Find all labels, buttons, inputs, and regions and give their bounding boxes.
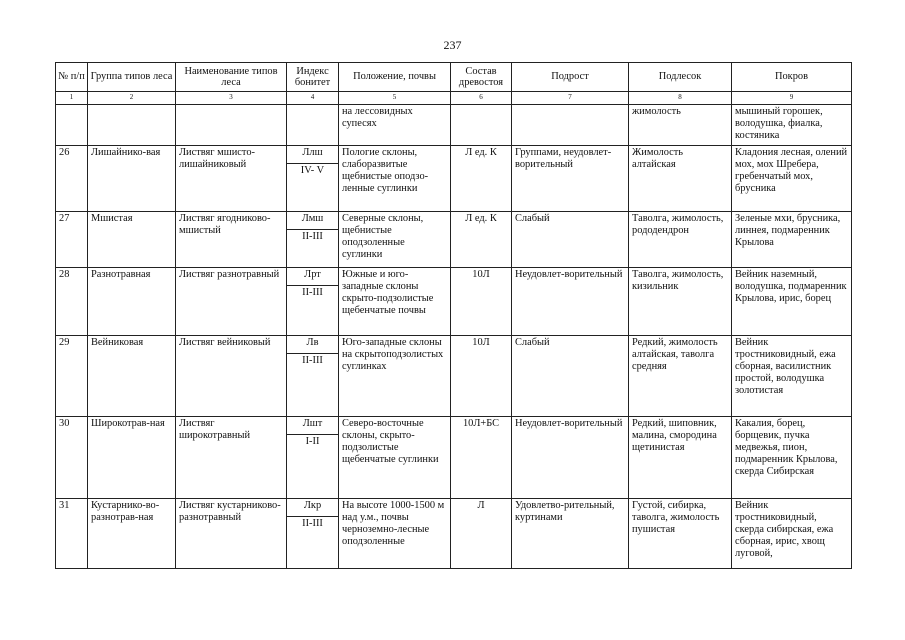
cell-group: Вейниковая xyxy=(88,335,176,416)
cell-bonitet: II-III xyxy=(287,353,339,416)
cell-group: Лишайнико-вая xyxy=(88,145,176,211)
col-number: 3 xyxy=(176,92,287,105)
cell-cover: Какалия, борец, борщевик, пучка медвежья, пион, подмаренник Крылова, скерда Сибирская xyxy=(732,416,852,498)
cell-name: Листвяг широкотравный xyxy=(176,416,287,498)
cell-num: 28 xyxy=(56,267,88,335)
cell-bonitet: I-II xyxy=(287,434,339,498)
table-row xyxy=(56,145,852,163)
col-number: 6 xyxy=(451,92,512,105)
cell-group: Мшистая xyxy=(88,211,176,267)
cell-regrowth: Неудовлет-ворительный xyxy=(512,416,629,498)
cell-num: 26 xyxy=(56,145,88,211)
cell-bonitet: IV- V xyxy=(287,163,339,211)
cell-soil: Северные склоны, щебнистые оподзоленные суглинки xyxy=(339,211,451,267)
header-name: Наименование типов леса xyxy=(176,63,287,92)
cell-undergrowth: Редкий, шиповник, малина, смородина щетинистая xyxy=(629,416,732,498)
header-regrowth: Подрост xyxy=(512,63,629,92)
col-number: 8 xyxy=(629,92,732,105)
cell-index: Лмш xyxy=(287,211,339,229)
cell-name: Листвяг ягодниково-мшистый xyxy=(176,211,287,267)
cell-composition: Л ед. К xyxy=(451,211,512,267)
col-number: 1 xyxy=(56,92,88,105)
cell-composition: Л ед. К xyxy=(451,145,512,211)
header-group: Группа типов леса xyxy=(88,63,176,92)
column-number-row xyxy=(56,92,852,105)
col-number: 2 xyxy=(88,92,176,105)
cell-num: 27 xyxy=(56,211,88,267)
cell-composition: 10Л xyxy=(451,267,512,335)
cell-name: Листвяг мшисто-лишайниковый xyxy=(176,145,287,211)
cell-num: 31 xyxy=(56,498,88,568)
cell-cover: Зеленые мхи, брусника, линнея, подмаренник Крылова xyxy=(732,211,852,267)
col-number: 9 xyxy=(732,92,852,105)
table-row xyxy=(56,211,852,229)
cell-soil: На высоте 1000-1500 м над у.м., почвы черноземно-лесные оподзоленные xyxy=(339,498,451,568)
cell-cover: Кладония лесная, олений мох, мох Шребера, гребенчатый мох, брусника xyxy=(732,145,852,211)
header-soil: Положение, почвы xyxy=(339,63,451,92)
cell-regrowth: Слабый xyxy=(512,211,629,267)
cell-cover: Вейник тростниковидный, ежа сборная, василистник простой, володушка золотистая xyxy=(732,335,852,416)
table-row xyxy=(56,498,852,516)
cell-name: Листвяг разнотравный xyxy=(176,267,287,335)
cell-index: Ллш xyxy=(287,145,339,163)
cell-undergrowth: Густой, сибирка, таволга, жимолость пушистая xyxy=(629,498,732,568)
cell-bonitet: II-III xyxy=(287,516,339,568)
cell-regrowth: Удовлетво-рительный, куртинами xyxy=(512,498,629,568)
cell-undergrowth: Жимолость алтайская xyxy=(629,145,732,211)
header-undergrowth: Подлесок xyxy=(629,63,732,92)
cell-name: Листвяг кустарниково-разнотравный xyxy=(176,498,287,568)
header-num: № п/п xyxy=(56,63,88,92)
cell-composition: 10Л xyxy=(451,335,512,416)
cell-regrowth: Слабый xyxy=(512,335,629,416)
cell-num: 29 xyxy=(56,335,88,416)
cell-cover: мышиный горошек, володушка, фиалка, костяника xyxy=(732,104,852,145)
cell-undergrowth: Таволга, жимолость, кизильник xyxy=(629,267,732,335)
cell-cover: Вейник наземный, володушка, подмаренник Крылова, ирис, борец xyxy=(732,267,852,335)
forest-types-table xyxy=(55,62,852,569)
cell-composition: 10Л+БС xyxy=(451,416,512,498)
cell-undergrowth: Таволга, жимолость, рододендрон xyxy=(629,211,732,267)
cell-index: Лв xyxy=(287,335,339,353)
cell-soil: Южные и юго-западные склоны скрыто-подзолистые щебенчатые почвы xyxy=(339,267,451,335)
cell-index: Лшт xyxy=(287,416,339,434)
cell-bonitet: II-III xyxy=(287,229,339,267)
cell-index: Лкр xyxy=(287,498,339,516)
table-row xyxy=(56,267,852,285)
cell-soil: на лессовидных супесях xyxy=(339,104,451,145)
cell-group: Разнотравная xyxy=(88,267,176,335)
cell-group: Широкотрав-ная xyxy=(88,416,176,498)
cell-undergrowth: жимолость xyxy=(629,104,732,145)
cell-bonitet: II-III xyxy=(287,285,339,335)
cell-soil: Юго-западные склоны на скрытоподзолистых суглинках xyxy=(339,335,451,416)
cell-composition: Л xyxy=(451,498,512,568)
cell-soil: Пологие склоны, слаборазвитые щебнистые оподзо-ленные суглинки xyxy=(339,145,451,211)
col-number: 5 xyxy=(339,92,451,105)
page-number: 237 xyxy=(443,38,462,52)
cell-undergrowth: Редкий, жимолость алтайская, таволга средняя xyxy=(629,335,732,416)
header-index: Индекс бонитет xyxy=(287,63,339,92)
cell-index: Лрт xyxy=(287,267,339,285)
header-row xyxy=(56,63,852,92)
header-cover: Покров xyxy=(732,63,852,92)
cell-name: Листвяг вейниковый xyxy=(176,335,287,416)
col-number: 4 xyxy=(287,92,339,105)
table-row xyxy=(56,416,852,434)
cell-num: 30 xyxy=(56,416,88,498)
cell-regrowth: Неудовлет-ворительный xyxy=(512,267,629,335)
cell-soil: Северо-восточные склоны, скрыто-подзолистые щебенчатые суглинки xyxy=(339,416,451,498)
col-number: 7 xyxy=(512,92,629,105)
table-row xyxy=(56,335,852,353)
cell-group: Кустарнико-во-разнотрав-ная xyxy=(88,498,176,568)
cell-cover: Вейник тростниковидный, скерда сибирская, ежа сборная, ирис, хвощ луговой, xyxy=(732,498,852,568)
cell-regrowth: Группами, неудовлет-ворительный xyxy=(512,145,629,211)
header-composition: Состав древостоя xyxy=(451,63,512,92)
continuation-row xyxy=(56,104,852,145)
